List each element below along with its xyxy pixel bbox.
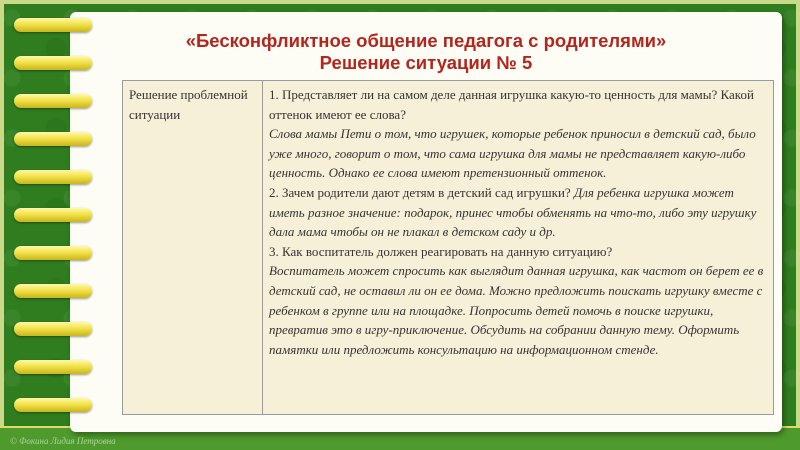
ring — [14, 284, 92, 298]
slide-title — [70, 30, 782, 74]
ring — [14, 208, 92, 222]
ring — [14, 398, 92, 412]
answer-2: Для ребенка игрушка может иметь разное значение: подарок, принес чтобы обменять на что-то, либо эту игрушку дала мама чтобы он не плакал в детском саду и др. — [269, 184, 757, 240]
table-label-cell: Решение проблемной ситуации — [123, 81, 263, 414]
table-content-cell — [263, 81, 773, 414]
ring — [14, 360, 92, 374]
answer-1: Слова мамы Пети о том, что игрушек, которые ребенок приносил в детский сад, было уже много, говорит о том, что сама игрушка для мамы не представляет какую-либо ценность. Однако ее слова имеют претензионный оттенок. — [269, 126, 756, 181]
title-line-2: Решение ситуации № 5 — [319, 52, 533, 73]
title-line-1: «Бесконфликтное общение педагога с родителями» — [185, 30, 667, 51]
answer-3: Воспитатель может спросить как выглядит данная игрушка, как частот он берет ее в детский сад, не оставил ли он ее дома. Можно предложить поискать игрушку вместе с ребенком в группе или на площадке. Попросить детей помочь в поиске игрушки, превратив это в игру-приключение. Обсудить на собрании данную тему. Оформить памятки или предложить консультацию на информационном стенде. — [269, 263, 764, 357]
question-1: 1. Представляет ли на самом деле данная игрушка какую-то ценность для мамы? Какой оттенок имеют ее слова? — [269, 87, 754, 122]
ring — [14, 246, 92, 260]
author-watermark: © Фокина Лидия Петровна — [10, 436, 116, 446]
ring — [14, 132, 92, 146]
question-3: 3. Как воспитатель должен реагировать на данную ситуацию? — [269, 243, 613, 259]
ring — [14, 170, 92, 184]
ring — [14, 322, 92, 336]
solution-table — [122, 80, 774, 415]
ring — [14, 94, 92, 108]
question-2: 2. Зачем родители дают детям в детский сад игрушки? — [269, 184, 571, 200]
